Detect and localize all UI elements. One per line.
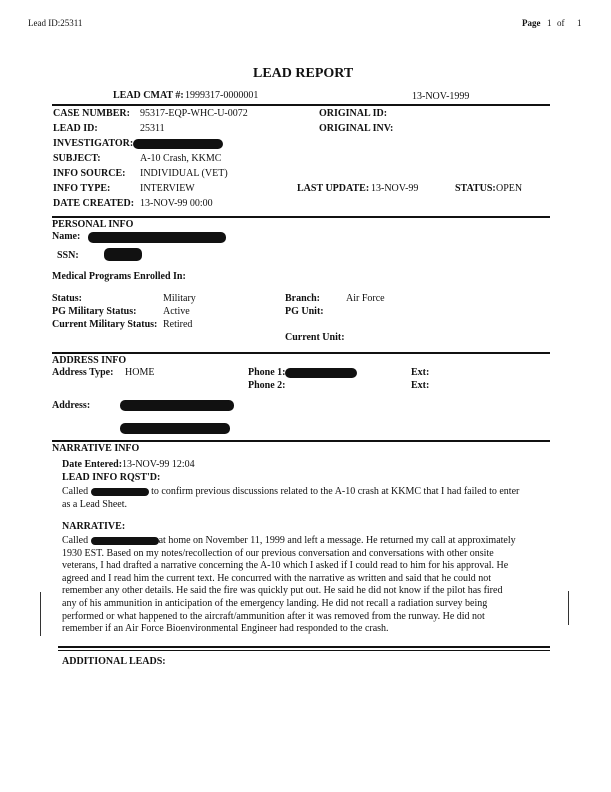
- status-value: OPEN: [496, 183, 523, 194]
- phone2-label: Phone 2:: [248, 380, 286, 391]
- lead-id-header: Lead ID:25311: [28, 18, 83, 28]
- ssn-label: SSN:: [57, 250, 79, 261]
- current-military-status-value: Retired: [163, 319, 193, 330]
- original-inv-label: ORIGINAL INV:: [319, 123, 394, 134]
- date-created-value: 13-NOV-99 00:00: [140, 198, 213, 209]
- narrative-line: any of his ammunition in anticipation of the emergency landing. He did not recall a radiation survey being: [62, 597, 488, 609]
- divider-narrative: [52, 440, 550, 442]
- original-id-label: ORIGINAL ID:: [319, 108, 388, 119]
- investigator-label: INVESTIGATOR:: [53, 138, 134, 149]
- rqst-sentence-line2: as a Lead Sheet.: [62, 498, 127, 510]
- address-label: Address:: [52, 400, 91, 411]
- info-source-value: INDIVIDUAL (VET): [140, 168, 228, 179]
- address-line2-redaction: [120, 423, 230, 434]
- investigator-redaction: [133, 139, 223, 149]
- medical-programs-label: Medical Programs Enrolled In:: [52, 271, 186, 282]
- lead-id-value: 25311: [140, 123, 165, 134]
- case-number-label: CASE NUMBER:: [53, 108, 130, 119]
- lead-cmat-value: 1999317-0000001: [185, 90, 259, 101]
- current-unit-label: Current Unit:: [285, 332, 345, 343]
- status-label-personal: Status:: [52, 293, 83, 304]
- margin-bar-left: [40, 592, 41, 636]
- margin-bar-right: [568, 591, 569, 625]
- last-update-value: 13-NOV-99: [371, 183, 419, 194]
- date-entered-value: 13-NOV-99 12:04: [122, 459, 195, 470]
- address-type-label: Address Type:: [52, 367, 114, 378]
- ssn-redaction: [104, 248, 142, 261]
- current-military-status-label: Current Military Status:: [52, 319, 158, 330]
- narrative-line: veterans, I had drafted a narrative concerning the A-10 which I asked if I could read to him for his approval. He: [62, 560, 509, 572]
- status-label: STATUS:: [455, 183, 496, 194]
- info-source-label: INFO SOURCE:: [53, 168, 126, 179]
- narrative-text: [62, 535, 516, 636]
- additional-leads-heading: ADDITIONAL LEADS:: [62, 656, 166, 667]
- name-label: Name:: [52, 231, 81, 242]
- page-number: 1: [547, 18, 552, 28]
- narrative-first-line: at home on November 11, 1999 and left a message. He returned my call at approximately: [158, 535, 516, 546]
- narrative-line: remember if an Air Force Bioenvironmental Engineer had responded to the crash.: [62, 623, 389, 635]
- page-label: Page: [522, 18, 541, 28]
- ext1-label: Ext:: [411, 367, 430, 378]
- narrative-name-redaction: [91, 537, 159, 545]
- date-entered-label: Date Entered:: [62, 459, 123, 470]
- status-value-personal: Military: [163, 293, 196, 304]
- narrative-line: 1930 EST. Based on my notes/recollection of our previous conversation and conversations with other onsite: [62, 547, 494, 559]
- last-update-label: LAST UPDATE:: [297, 183, 370, 194]
- branch-value: Air Force: [346, 293, 385, 304]
- case-number-value: 95317-EQP-WHC-U-0072: [140, 108, 248, 119]
- name-redaction: [88, 232, 226, 243]
- rqst-called: Called: [62, 486, 89, 497]
- divider-additional: [58, 646, 550, 648]
- narrative-label: NARRATIVE:: [62, 521, 126, 532]
- phone1-redaction: [285, 368, 357, 378]
- page-of: of: [557, 18, 565, 28]
- branch-label: Branch:: [285, 293, 320, 304]
- subject-value: A-10 Crash, KKMC: [140, 153, 222, 164]
- page-title: LEAD REPORT: [253, 66, 354, 81]
- lead-id-label: LEAD ID:: [53, 123, 98, 134]
- personal-info-heading: PERSONAL INFO: [52, 219, 134, 230]
- lead-info-rqstd-label: LEAD INFO RQST'D:: [62, 472, 161, 483]
- narrative-line: performed or what happened to the aircraft/ammunition after it was removed from the runway. He did not: [62, 610, 485, 622]
- pg-unit-label: PG Unit:: [285, 306, 324, 317]
- narrative-info-heading: NARRATIVE INFO: [52, 443, 140, 454]
- info-type-label: INFO TYPE:: [53, 183, 111, 194]
- lead-info-rqstd-text: [62, 486, 519, 511]
- address-type-value: HOME: [125, 367, 155, 378]
- page-total: 1: [577, 18, 582, 28]
- address-line1-redaction: [120, 400, 234, 411]
- subject-label: SUBJECT:: [53, 153, 101, 164]
- pg-military-status-label: PG Military Status:: [52, 306, 137, 317]
- date-created-label: DATE CREATED:: [53, 198, 135, 209]
- rqst-sentence: to confirm previous discussions related to the A-10 crash at KKMC that I had failed to enter: [151, 486, 520, 497]
- pg-military-status-value: Active: [163, 306, 190, 317]
- rqst-name-redaction: [91, 488, 149, 496]
- divider-top: [52, 104, 550, 106]
- narrative-line: agreed and I read him the current text. He concurred with the narrative as written and said that he could not: [62, 572, 491, 584]
- lead-cmat-date: 13-NOV-1999: [412, 91, 470, 102]
- divider-address: [52, 352, 550, 354]
- divider-additional-thin: [58, 650, 550, 651]
- ext2-label: Ext:: [411, 380, 430, 391]
- phone1-label: Phone 1:: [248, 367, 286, 378]
- lead-cmat-label: LEAD CMAT #:: [113, 90, 184, 101]
- divider-personal: [52, 216, 550, 218]
- narrative-line: remember any other details. He said the fire was quickly put out. He said he did not know if the pilot has fired: [62, 585, 503, 597]
- info-type-value: INTERVIEW: [140, 183, 195, 194]
- narrative-called: Called: [62, 535, 89, 546]
- address-info-heading: ADDRESS INFO: [52, 355, 127, 366]
